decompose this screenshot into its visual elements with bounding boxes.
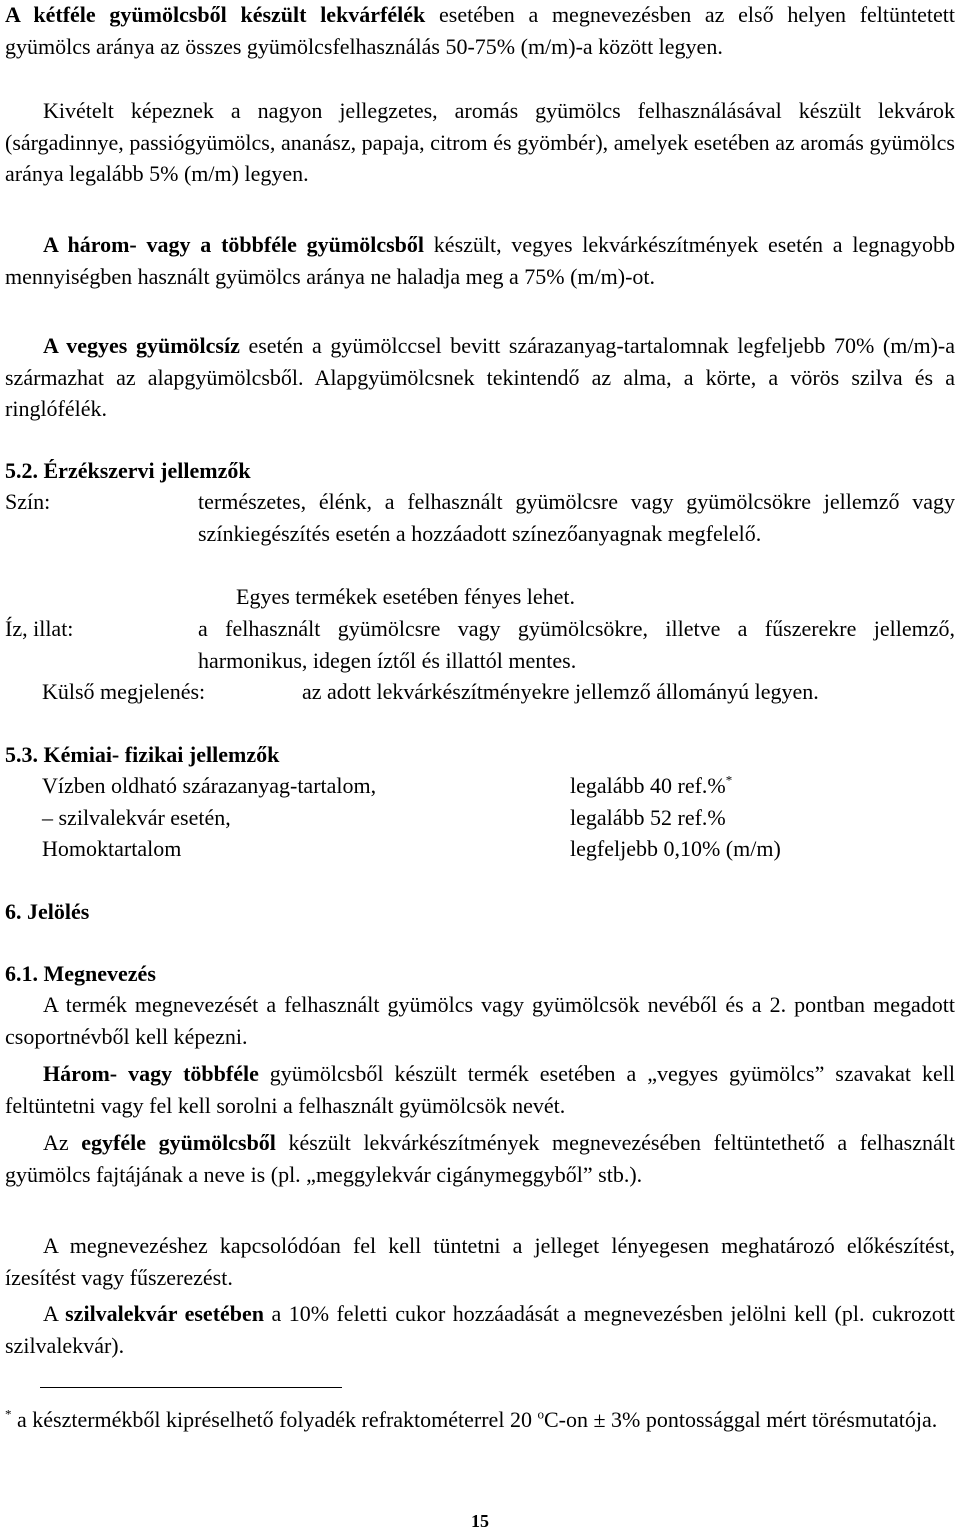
chem-row-value: legalább 52 ref.% [570, 805, 726, 830]
chem-row-label: Homoktartalom [42, 836, 182, 861]
iz-illat-text: a felhasznált gyümölcsre vagy gyümölcsökre, illetve a fűszerekre jellemző, harmonikus, idegen íztől és illattól mentes. [198, 616, 955, 673]
kulso-megjelenes-text: az adott lekvárkészítményekre jellemző állományú legyen. [302, 679, 819, 704]
paragraph-text: esetén a gyümölccsel bevitt szárazanyag-tartalomnak legfeljebb 70% (m/m)-a származhat az alapgyümölcsből. Alapgyümölcsnek tekintendő az alma, a körte, a vörös szilva és a ringlófélék. [5, 333, 955, 421]
szin-text: természetes, élénk, a felhasznált gyümölcsre vagy gyümölcsökre jellemző vagy színkiegészítés esetén a hozzáadott színezőanyagnak megfelelő. [198, 489, 955, 546]
kulso-megjelenes-label: Külső megjelenés: [42, 679, 206, 704]
paragraph-three-fruit [5, 229, 955, 292]
degree-superscript: o [537, 1406, 544, 1422]
paragraph-text: gyümölcsből készült termék esetében a „vegyes gyümölcs” szavakat kell feltüntetni vagy fel kell sorolni a felhasznált gyümölcsök nevét. [5, 1061, 955, 1118]
paragraph-bold-lead: Három- vagy többféle [43, 1061, 259, 1086]
paragraph-text: a 10% feletti cukor hozzáadását a megnevezésben jelölni kell (pl. cukrozott szilvalekvár). [5, 1301, 955, 1358]
page-number: 15 [471, 1511, 489, 1531]
paragraph-aromatic-exception: Kivételt képeznek a nagyon jellegzetes, aromás gyümölcs felhasználásával készült lekvárok (sárgadinnye, passiógyümölcs, ananász, papaja, citrom és gyömbér), amelyek esetében az aromás gyümölcs aránya legalább 5% (m/m) legyen. [5, 98, 955, 186]
chem-row-label: Vízben oldható szárazanyag-tartalom, [42, 773, 377, 798]
footnote [5, 1404, 955, 1436]
chem-row-value [570, 770, 732, 802]
szin-label: Szín: [5, 489, 51, 514]
footnote-text: C-on ± 3% pontossággal mért törésmutatója. [543, 1407, 938, 1432]
paragraph-bold-lead: A három- vagy a többféle gyümölcsből [43, 232, 425, 257]
footnote-separator [40, 1387, 342, 1388]
footnote-marker: * [725, 772, 733, 788]
paragraph-text: Az [43, 1130, 82, 1155]
paragraph-text: készült lekvárkészítmények megnevezésében feltüntethető a felhasznált gyümölcs fajtájának a neve is (pl. „meggylekvár cigánymeggyből” stb.). [5, 1130, 955, 1187]
paragraph-single-fruit-naming [5, 1127, 955, 1190]
section-heading-5-3: 5.3. Kémiai- fizikai jellemzők [5, 742, 280, 767]
paragraph-character-note: A megnevezéshez kapcsolódóan fel kell tüntetni a jelleget lényegesen meghatározó előkészítést, ízesítést vagy fűszerezést. [5, 1233, 955, 1290]
paragraph-name-formation: A termék megnevezését a felhasznált gyümölcs vagy gyümölcsök nevéből és a 2. pontban megadott csoportnévből kell képezni. [5, 992, 955, 1049]
chem-row-label: – szilvalekvár esetén, [42, 805, 231, 830]
paragraph-text: készült, vegyes lekvárkészítmények esetén a legnagyobb mennyiségben használt gyümölcs aránya ne haladja meg a 75% (m/m)-ot. [5, 232, 955, 289]
chem-row-value-text: legalább 40 ref.% [570, 773, 726, 798]
paragraph-text: esetében a megnevezésben az első helyen feltüntetett gyümölcs aránya az összes gyümölcsfelhasználás 50-75% (m/m)-a között legyen. [5, 2, 955, 59]
section-heading-5-2: 5.2. Érzékszervi jellemzők [5, 458, 251, 483]
footnote-text: a késztermékből kipréselhető folyadék refraktométerrel 20 [11, 1407, 538, 1432]
paragraph-multi-fruit-naming [5, 1058, 955, 1121]
paragraph-text: A [43, 1301, 66, 1326]
paragraph-mixed-fruit-jam [5, 330, 955, 425]
szin-note: Egyes termékek esetében fényes lehet. [236, 584, 576, 609]
paragraph-plum-jam-sugar [5, 1298, 955, 1361]
chem-row-value: legfeljebb 0,10% (m/m) [570, 836, 781, 861]
section-heading-6-1: 6.1. Megnevezés [5, 961, 156, 986]
paragraph-bold-phrase: szilvalekvár esetében [65, 1301, 265, 1326]
paragraph-two-fruit-ratio [5, 0, 955, 62]
paragraph-bold-lead: A vegyes gyümölcsíz [43, 333, 240, 358]
iz-illat-label: Íz, illat: [5, 616, 74, 641]
paragraph-bold-phrase: egyféle gyümölcsből [81, 1130, 276, 1155]
section-heading-6: 6. Jelölés [5, 899, 90, 924]
paragraph-bold-lead: A kétféle gyümölcsből készült lekvárfélék [5, 2, 426, 27]
footnote-marker: * [5, 1406, 12, 1422]
